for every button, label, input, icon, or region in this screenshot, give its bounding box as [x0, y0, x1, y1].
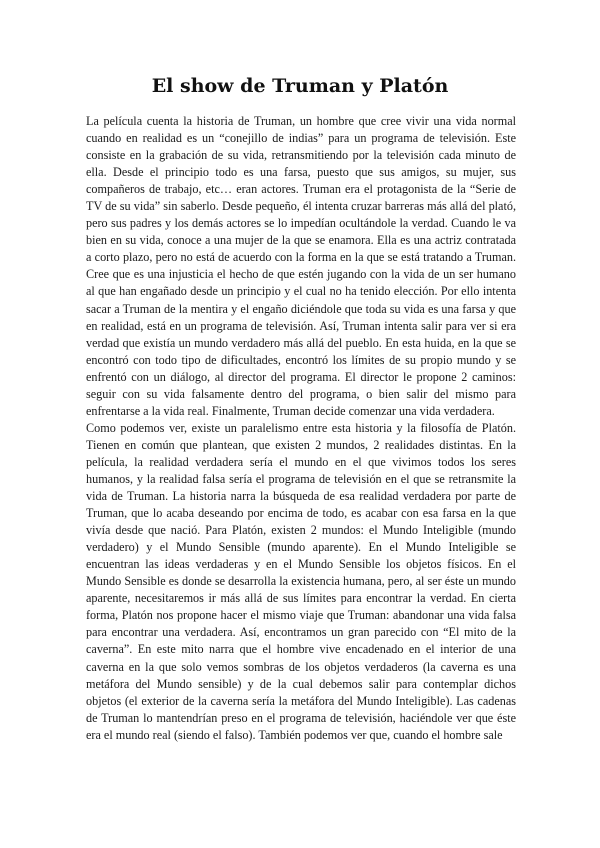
page-title: El show de Truman y Platón [151, 75, 449, 97]
document-body [86, 113, 516, 744]
paragraph-2: Como podemos ver, existe un paralelismo entre esta historia y la filosofía de Platón. Tienen en común que plantean, que existen 2 mundos, 2 realidades distintas. En la película, la realidad verdadera sería el mundo en el que vivimos todos los seres humanos, y la realidad falsa sería el programa de televisión en el que se retransmite la vida de Truman. La historia narra la búsqueda de esa realidad verdadera por parte de Truman, que lo acaba deseando por encima de todo, es acabar con esa farsa en la que vivía desde que nació. Para Platón, existen 2 mundos: el Mundo Inteligible (mundo verdadero) y el Mundo Sensible (mundo aparente). En el Mundo Inteligible se encuentran las ideas verdaderas y en el Mundo Sensible los objetos físicos. En el Mundo Sensible es donde se desarrolla la existencia humana, pero, al ser éste un mundo aparente, necesitaremos ir más allá de sus límites para encontrar la verdad. En cierta forma, Platón nos propone hacer el mismo viaje que Truman: abandonar una vida falsa para encontrar una verdadera. Así, encontramos un gran parecido con “El mito de la caverna”. En este mito narra que el hombre vive encadenado en el interior de una caverna en la que solo vemos sombras de los objetos verdaderos (la caverna es una metáfora del Mundo sensible) y de la cual debemos salir para contemplar dichos objetos (el exterior de la caverna sería la metáfora del Mundo Inteligible). Las cadenas de Truman lo mantendrían preso en el programa de televisión, haciéndole ver que éste era el mundo real (siendo el falso). También podemos ver que, cuando el hombre sale [86, 420, 516, 742]
paragraph-1: La película cuenta la historia de Truman, un hombre que cree vivir una vida normal cuando en realidad es un “conejillo de indias” para un programa de televisión. Este consiste en la grabación de su vida, retransmitiendo por la televisión cada minuto de ella. Desde el principio todo es una farsa, puesto que sus amigos, su mujer, sus compañeros de trabajo, etc… eran actores. Truman era el protagonista de la “Serie de TV de su vida” sin saberlo. Desde pequeño, él intenta cruzar barreras más allá del plató, pero sus padres y los demás actores se lo impedían ocultándole la verdad. Cuando le va bien en su vida, conoce a una mujer de la que se enamora. Ella es una actriz contratada a corto plazo, pero no está de acuerdo con la forma en la que se está tratando a Truman. Cree que es una injusticia el hecho de que estén jugando con la vida de un ser humano al que han engañado desde un principio y el cual no ha tenido elección. Por ello intenta sacar a Truman de la mentira y el engaño diciéndole que toda su vida es una farsa y que en realidad, está en un programa de televisión. Así, Truman intenta salir para ver si era verdad que existía un mundo verdadero más allá del pueblo. En esta huida, en la que se encontró con todo tipo de dificultades, encontró los límites de su propio mundo y se enfrentó con un diálogo, al director del programa. El director le propone 2 caminos: seguir con su vida falsamente dentro del programa, o bien salir del mismo para enfrentarse a la vida real. Finalmente, Truman decide comenzar una vida verdadera. [86, 114, 516, 418]
